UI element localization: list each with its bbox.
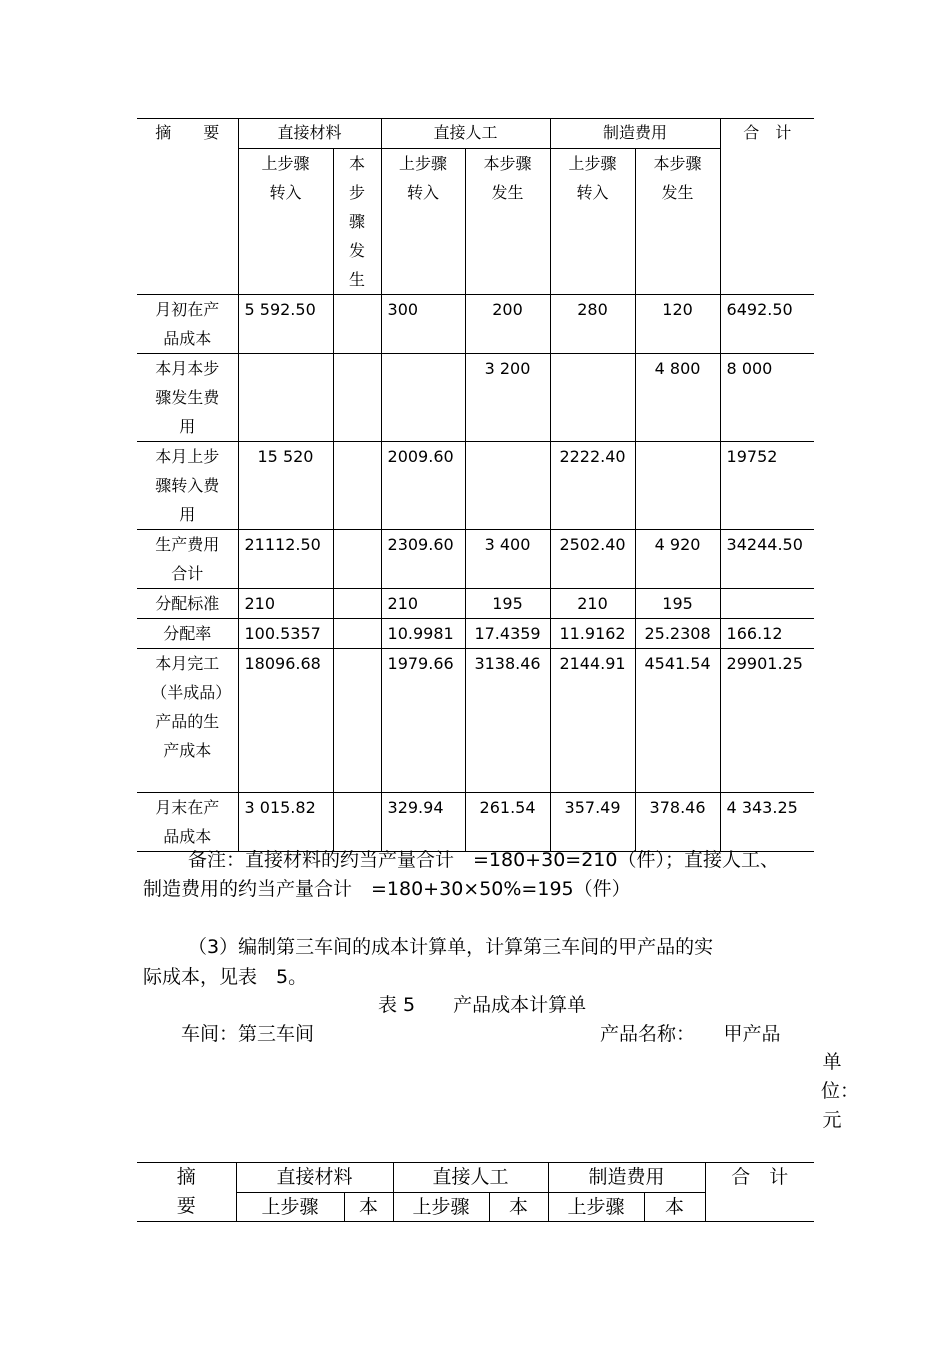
table-cell: 100.5357 — [238, 619, 333, 649]
sub-header: 上步骤转入 — [381, 149, 465, 295]
t5-header-overhead: 制造费用 — [548, 1163, 705, 1193]
table-cell: 19752 — [720, 442, 814, 530]
row-label: 生产费用合计 — [137, 530, 238, 589]
table-cell: 261.54 — [465, 793, 550, 852]
table-cell: 17.4359 — [465, 619, 550, 649]
table-5-unit: 单位：元 — [821, 1051, 860, 1131]
table-row — [137, 295, 814, 354]
note-line-2: 制造费用的约当产量合计 =180+30×50%=195（件） — [143, 878, 631, 900]
table-cell: 25.2308 — [635, 619, 720, 649]
table-row — [137, 530, 814, 589]
para-3-line-1: （3）编制第三车间的成本计算单，计算第三车间的甲产品的实 — [188, 936, 714, 958]
row-label: 分配标准 — [137, 589, 238, 619]
row-label: 本月上步骤转入费用 — [137, 442, 238, 530]
note-line-1: 备注：直接材料的约当产量合计 =180+30=210（件）；直接人工、 — [188, 849, 779, 871]
table-cell: 6492.50 — [720, 295, 814, 354]
table-row — [137, 793, 814, 852]
t5-sub-header: 本 — [489, 1192, 548, 1222]
table-row — [137, 619, 814, 649]
table-cell: 3 200 — [465, 354, 550, 442]
table-cell: 4541.54 — [635, 649, 720, 793]
row-label: 本月完工（半成品）产品的生产成本 — [137, 649, 238, 793]
table-cell: 4 343.25 — [720, 793, 814, 852]
header-summary: 摘 要 — [137, 119, 238, 295]
table-cell: 210 — [381, 589, 465, 619]
t5-sub-header: 本 — [344, 1192, 393, 1222]
table-cell: 2222.40 — [550, 442, 635, 530]
table-5-title: 表 5 产品成本计算单 — [378, 994, 587, 1016]
t5-header-summary: 摘要 — [137, 1163, 236, 1222]
table-cell: 2309.60 — [381, 530, 465, 589]
table-5-product-name: 产品名称： 甲产品 — [600, 1023, 781, 1045]
table-cell — [333, 589, 381, 619]
table-cell: 2009.60 — [381, 442, 465, 530]
t5-header-direct-labor: 直接人工 — [393, 1163, 548, 1193]
header-total: 合 计 — [720, 119, 814, 295]
header-direct-materials: 直接材料 — [238, 119, 381, 149]
row-label: 分配率 — [137, 619, 238, 649]
table-cell: 120 — [635, 295, 720, 354]
table-cell: 378.46 — [635, 793, 720, 852]
table-cell — [333, 354, 381, 442]
table-cell: 3138.46 — [465, 649, 550, 793]
table-cell: 166.12 — [720, 619, 814, 649]
t5-sub-header: 上步骤 — [548, 1192, 644, 1222]
table-cell: 329.94 — [381, 793, 465, 852]
table-cell: 280 — [550, 295, 635, 354]
table-cell: 34244.50 — [720, 530, 814, 589]
t5-sub-header: 上步骤 — [236, 1192, 344, 1222]
sub-header: 本步骤发生 — [465, 149, 550, 295]
sub-header: 上步骤转入 — [550, 149, 635, 295]
row-label: 月末在产品成本 — [137, 793, 238, 852]
table-cell: 195 — [465, 589, 550, 619]
table-cell: 3 015.82 — [238, 793, 333, 852]
table-cell — [333, 793, 381, 852]
sub-header: 本步骤发生 — [635, 149, 720, 295]
table-cell — [720, 589, 814, 619]
table-cell: 11.9162 — [550, 619, 635, 649]
cost-table-workshop-3 — [137, 1162, 814, 1222]
cost-table-workshop-2 — [137, 118, 814, 852]
table-cell: 1979.66 — [381, 649, 465, 793]
sub-header: 上步骤转入 — [238, 149, 333, 295]
table-cell — [333, 530, 381, 589]
table-cell: 21112.50 — [238, 530, 333, 589]
table-cell — [333, 442, 381, 530]
table-row — [137, 442, 814, 530]
table-cell: 2502.40 — [550, 530, 635, 589]
table-cell — [465, 442, 550, 530]
t5-sub-header: 本 — [644, 1192, 705, 1222]
table-cell: 4 920 — [635, 530, 720, 589]
table-cell — [333, 295, 381, 354]
t5-header-total: 合 计 — [705, 1163, 814, 1222]
sub-header: 本步骤发生 — [333, 149, 381, 295]
table-cell: 15 520 — [238, 442, 333, 530]
header-overhead: 制造费用 — [550, 119, 720, 149]
table-cell — [333, 649, 381, 793]
table-cell — [333, 619, 381, 649]
table-row — [137, 649, 814, 793]
table-row — [137, 589, 814, 619]
table-cell: 210 — [238, 589, 333, 619]
table-cell — [381, 354, 465, 442]
table-cell: 210 — [550, 589, 635, 619]
table-cell: 300 — [381, 295, 465, 354]
row-label: 本月本步骤发生费用 — [137, 354, 238, 442]
table-cell — [635, 442, 720, 530]
t5-header-direct-materials: 直接材料 — [236, 1163, 393, 1193]
t5-sub-header: 上步骤 — [393, 1192, 489, 1222]
table-cell: 8 000 — [720, 354, 814, 442]
table-cell: 3 400 — [465, 530, 550, 589]
table-cell: 5 592.50 — [238, 295, 333, 354]
table-cell: 357.49 — [550, 793, 635, 852]
table-cell: 18096.68 — [238, 649, 333, 793]
table-cell — [238, 354, 333, 442]
para-3-line-2: 际成本，见表 5。 — [143, 966, 308, 988]
table-cell: 2144.91 — [550, 649, 635, 793]
table-cell: 195 — [635, 589, 720, 619]
table-row — [137, 354, 814, 442]
row-label: 月初在产品成本 — [137, 295, 238, 354]
table-cell: 29901.25 — [720, 649, 814, 793]
table-cell — [550, 354, 635, 442]
table-cell: 200 — [465, 295, 550, 354]
table-cell: 4 800 — [635, 354, 720, 442]
table-5-workshop: 车间：第三车间 — [181, 1023, 315, 1045]
header-direct-labor: 直接人工 — [381, 119, 550, 149]
table-cell: 10.9981 — [381, 619, 465, 649]
